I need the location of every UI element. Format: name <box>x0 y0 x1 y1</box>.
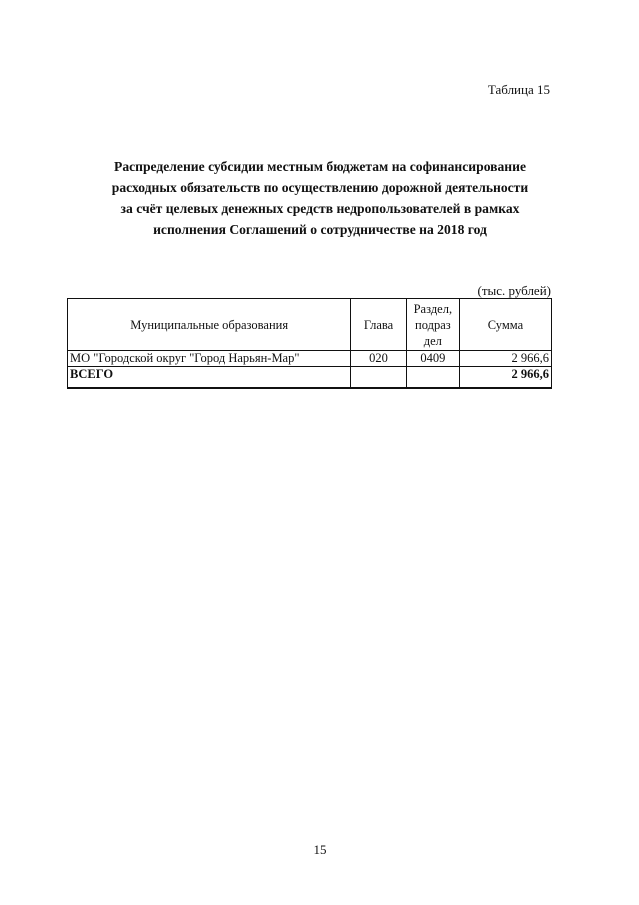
cell-municipality: МО "Городской округ "Город Нарьян-Мар" <box>68 351 351 367</box>
title-line: расходных обязательств по осуществлению дорожной деятельности <box>111 180 529 195</box>
column-header-summa: Сумма <box>459 299 551 351</box>
total-summa: 2 966,6 <box>459 367 551 389</box>
cell-razdel: 0409 <box>406 351 459 367</box>
total-glava-empty <box>351 367 406 389</box>
subsidy-table <box>67 298 552 389</box>
table-row <box>68 351 552 367</box>
total-label: ВСЕГО <box>68 367 351 389</box>
units-label: (тыс. рублей) <box>477 283 551 298</box>
total-razdel-empty <box>406 367 459 389</box>
title-line: Распределение субсидии местным бюджетам на софинансирование <box>114 159 526 174</box>
total-row <box>68 367 552 389</box>
table-label: Таблица 15 <box>487 82 550 97</box>
title-line: за счёт целевых денежных средств недропользователей в рамках <box>120 201 520 216</box>
document-title <box>60 156 580 240</box>
title-line: исполнения Соглашений о сотрудничестве на 2018 год <box>153 222 487 237</box>
table-header-row <box>68 299 552 351</box>
column-header-razdel <box>406 299 459 351</box>
page-number: 15 <box>313 842 327 857</box>
cell-summa: 2 966,6 <box>459 351 551 367</box>
column-header-razdel-line: дел <box>423 333 442 348</box>
column-header-glava: Глава <box>351 299 406 351</box>
column-header-municipality: Муниципальные образования <box>68 299 351 351</box>
column-header-razdel-line: Раздел, <box>413 301 453 316</box>
cell-glava: 020 <box>351 351 406 367</box>
column-header-razdel-line: подраз <box>415 317 451 332</box>
